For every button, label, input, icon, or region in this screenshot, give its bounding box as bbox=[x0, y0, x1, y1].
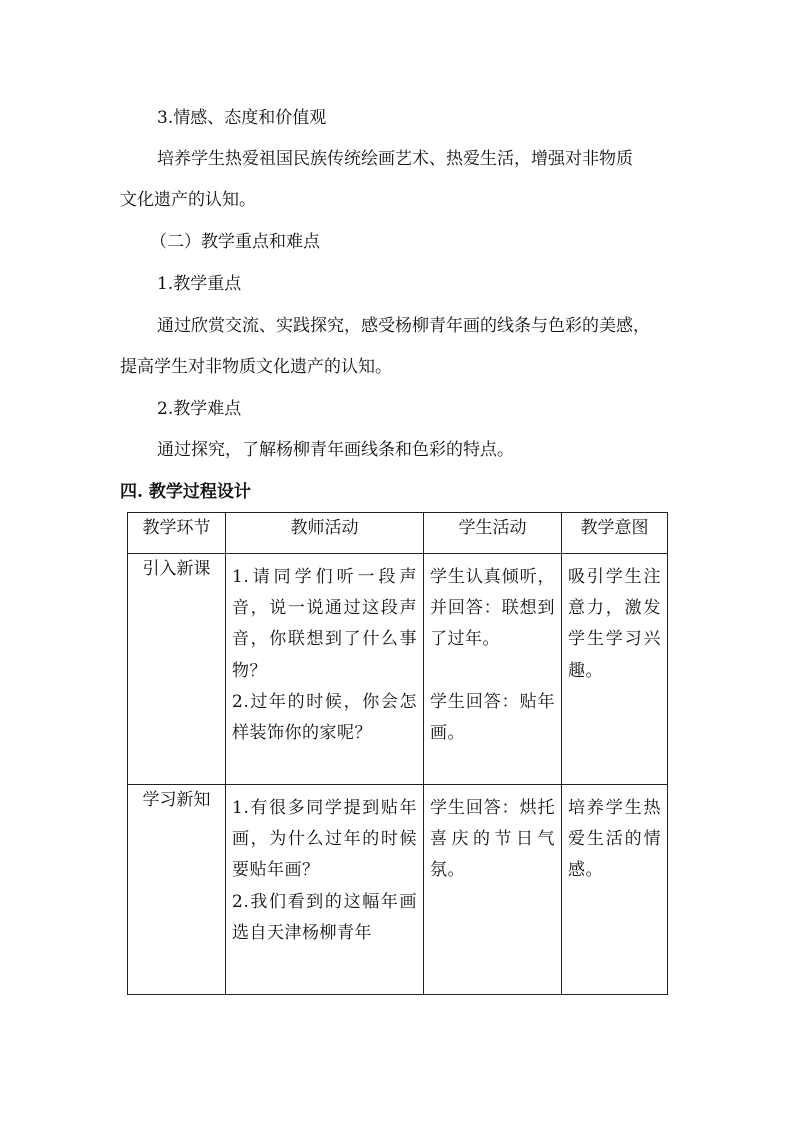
body-text: 通过探究，了解杨柳青年画线条和色彩的特点。 bbox=[157, 440, 514, 460]
section-heading: 四. 教学过程设计 bbox=[120, 482, 251, 502]
body-text: 提高学生对非物质文化遗产的认知。 bbox=[120, 357, 392, 377]
table-header-row bbox=[128, 513, 668, 554]
table-header-cell: 教学意图 bbox=[562, 513, 668, 554]
subsection-title: 3.情感、态度和价值观 bbox=[157, 108, 327, 128]
teacher-activity-text: 2.过年的时候，你会怎样装饰你的家呢？ bbox=[232, 691, 417, 744]
table-header-cell: 学生活动 bbox=[424, 513, 562, 554]
subsection-title: （二）教学重点和难点 bbox=[150, 232, 320, 252]
body-text: 文化遗产的认知。 bbox=[120, 190, 256, 210]
lesson-plan-table bbox=[127, 512, 668, 995]
table-row bbox=[128, 785, 668, 995]
student-activity-cell bbox=[424, 785, 562, 995]
student-activity-cell bbox=[424, 554, 562, 785]
intent-cell bbox=[562, 554, 668, 785]
body-text: 通过欣赏交流、实践探究，感受杨柳青年画的线条与色彩的美感， bbox=[157, 316, 650, 336]
intent-text: 吸引学生注意力，激发学生学习兴趣。 bbox=[568, 567, 661, 681]
subsection-title: 1.教学重点 bbox=[157, 274, 242, 294]
subsection-title: 2.教学难点 bbox=[157, 399, 242, 419]
table-row bbox=[128, 554, 668, 785]
table-header-cell: 教学环节 bbox=[128, 513, 226, 554]
intent-text: 培养学生热爱生活的情感。 bbox=[568, 798, 661, 881]
body-text: 培养学生热爱祖国民族传统绘画艺术、热爱生活，增强对非物质 bbox=[157, 149, 633, 169]
teacher-activity-text: 1.请同学们听一段声音，说一说通过这段声音，你联想到了什么事物？ bbox=[232, 567, 417, 681]
intent-cell bbox=[562, 785, 668, 995]
student-activity-text: 学生回答：烘托喜庆的节日气氛。 bbox=[430, 798, 555, 881]
table-header-cell: 教师活动 bbox=[226, 513, 424, 554]
teacher-activity-cell bbox=[226, 785, 424, 995]
stage-cell: 引入新课 bbox=[128, 554, 226, 785]
teacher-activity-text: 1.有很多同学提到贴年画，为什么过年的时候要贴年画？ bbox=[232, 798, 417, 881]
stage-cell: 学习新知 bbox=[128, 785, 226, 995]
teacher-activity-cell bbox=[226, 554, 424, 785]
teacher-activity-text: 2.我们看到的这幅年画选自天津杨柳青年 bbox=[232, 891, 417, 943]
student-activity-text: 学生认真倾听，并回答：联想到了过年。 bbox=[430, 567, 555, 650]
student-activity-text: 学生回答：贴年画。 bbox=[430, 691, 555, 743]
